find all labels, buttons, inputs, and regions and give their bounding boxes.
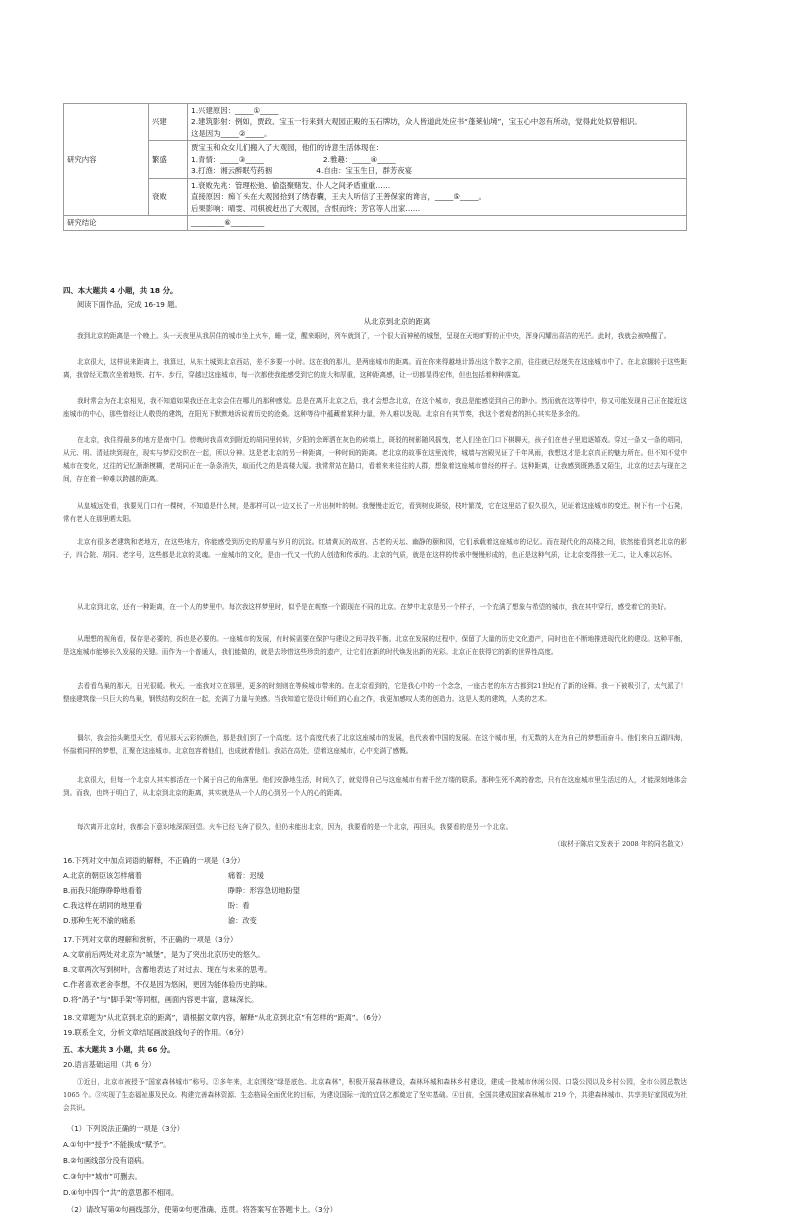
article-paragraph: 偶尔，我会抬头眺望天空，看见那天云彩的颜色，那是我们到了一个高度。这个高度代表了北京这座城市的发展，也代表着中国的发展。在这个城市里，有无数的人在为自己的梦想而奋斗。他们来自五湖四海，怀揣着同样的梦想，汇聚在这座城市。北京包容着他们，也成就着他们。我站在高处，望着这座城市，心中充满了感慨。	[63, 734, 687, 755]
q16-option-d	[63, 916, 257, 926]
sub1-option-d: D.④句中四个“共”的意思都不相同。	[63, 1188, 179, 1197]
option-gloss: 盼：看	[228, 901, 250, 910]
fansheng-line: 贾宝玉和众女儿们搬入了大观园，他们的诗意生活体现在：	[191, 143, 384, 153]
q16-option-c	[63, 901, 250, 911]
option-gloss: 渝：改变	[228, 916, 257, 925]
question-17: 17.下列对文章的理解和赏析，不正确的一项是（3分）	[63, 935, 238, 944]
q20-sub2: （2）请改写第②句画线部分，使第②句更准确、连贯。将答案写在答题卡上。（3分）	[67, 1205, 337, 1214]
q20-sub1: （1）下列说法正确的一项是（3分）	[67, 1124, 184, 1133]
q16-option-b	[63, 886, 300, 896]
article-paragraph: 北京很大，但每一个北京人其实都活在一个属于自己的角落里。他们安静地生活，时间久了，就觉得自己与这座城市有着千丝万缕的联系。那种生死不离的眷恋，只有在这座城市里生活过的人，才能深刻地体会到。而我，也终于明白了，从北京到北京的距离，其实就是从一个人的心到另一个人的心的距离。	[63, 776, 687, 797]
article-paragraph: 从北京到北京，还有一种距离，在一个人的梦里中。每次我这样梦里时，似乎是在观察一个跟现在不同的北京。在梦中北京是另一个样子，一个充满了想象与希望的城市，我在其中穿行，感受着它的美好。	[77, 603, 671, 611]
shuaibai-line: 1.衰败先兆：管理松弛、偷盗聚赌发、仆人之间矛盾重重……	[191, 180, 391, 190]
question-20: 20.语言基础运用（共 6 分）	[63, 1060, 156, 1069]
article-paragraph: 我到北京的距离是一个晚上。头一天夜里从我居住的城市坐上火车，睡一觉，醒来眼时，列车就到了，一个很大而神秘的城堡，呈现在天地旷野的正中央，浑身闪耀出喜洁的光芒。此时，我就会被唤醒了。	[77, 332, 671, 340]
question-18: 18.文章题为“从北京到北京的距离”，请根据文章内容，解释“从北京到北京”有怎样的“距离”。（6分）	[63, 1013, 386, 1022]
q16-option-a	[63, 871, 264, 881]
xingjian-line: 这是因为_____②_____。	[191, 128, 272, 138]
cell-fansheng	[188, 141, 687, 178]
article-paragraph: 从皇城远处看，我要见门口有一棵树，不知道是什么树，是那样可以一边又长了一片出树叶的树。我慢慢走近它，看到树皮斑驳，枝叶繁茂，它在这里站了很久很久，见证着这座城市的变迁。树下有一个石凳，常有老人在那里晒太阳。	[63, 502, 687, 523]
question-16: 16.下列对文中加点词语的解释，不正确的一项是（3分）	[63, 856, 245, 865]
xingjian-line: 2.建筑影射：例如，贾政、宝玉一行来到大观园正殿的玉石牌坊，众人皆道此处应书“蓬莱仙境”，宝玉心中忽有所动，觉得此处似曾相识。	[191, 117, 642, 127]
q17-option-b: B.文章两次写到树叶，含蓄地表达了对过去、现在与未来的思考。	[63, 965, 272, 974]
cell-xingjian	[188, 104, 687, 141]
section5-heading: 五、本大题共 3 小题，共 66 分。	[63, 1045, 175, 1054]
article-paragraph: 北京有很多老建筑和老地方，在这些地方，你能感受到历史的厚重与岁月的沉淀。红墙黄瓦的故宫、古老的天坛、幽静的颐和园，它们承载着这座城市的记忆。而在现代化的高楼之间，依然能看到老北京的影子，四合院、胡同、老字号，这些都是北京的灵魂。一座城市的文化，是由一代又一代的人创造和传承的。北京的气质，就是在这样的传承中慢慢形成的，也正是这种气质，让北京变得独一无二，让人难以忘怀。	[63, 538, 687, 559]
article-paragraph: 在北京，我住得最多的地方是南中门。傍晚时我喜欢到附近的胡同里转转，夕阳的余晖洒在灰色的砖墙上，斑驳的树影随风摇曳，老人们坐在门口下棋聊天，孩子们在巷子里追逐嬉戏。穿过一条又一条的胡同，从元、明、清延续到现在，现实与梦幻交织在一起，所以分神。这是老北京的另一种距离，一种时间的距离。老北京的故事在这里流传，城墙与宫殿见证了千年风雨，我想这才是北京真正的魅力所在。但不知不觉中城市在变化，过往的记忆渐渐模糊，老胡同正在一条条消失，取而代之的是高楼大厦。我常常站在路口，看着来来往往的人群，想象着这座城市曾经的样子。这种距离，让我感到既熟悉又陌生，北京的过去与现在之间，存在着一种难以跨越的距离。	[63, 436, 687, 483]
cell-conclusion: _________⑥_________	[188, 216, 687, 230]
q17-option-c: C.作者喜欢老舍李想，不仅是因为悠闲，更因为能体验历史韵味。	[63, 980, 272, 989]
xingjian-line: 1.兴建原因：_____①_____	[191, 106, 279, 115]
label-shuaibai: 衰败	[149, 178, 188, 215]
sub1-option-a: A.①句中“授予”不能换成“赋予”。	[63, 1140, 171, 1149]
article-source: （取材于陈启文发表于 2008 年的同名散文）	[553, 840, 687, 848]
option-gloss: 痛着：迟缓	[228, 871, 264, 880]
shuaibai-line: 后果影响：晴雯、司棋被赶出了大观园，含恨而终；芳官等人出家……	[191, 203, 421, 213]
section4-heading: 四、本大题共 4 小题，共 18 分。	[63, 286, 178, 295]
fansheng-line: 1.青情：_____③_____ 2.雅趣：_____④_____	[191, 154, 396, 164]
option-text: B.而我只能睁睁睁地看着	[63, 886, 143, 895]
research-table	[63, 103, 687, 231]
article-paragraph-final: 每次离开北京时，我都会下意识地深深回望。火车已经飞奔了很久，但仍未能出北京，因为，我要看的是一个北京，再回头，我要看的是另一个北京。	[77, 823, 513, 831]
article-paragraph: 我时常会为在北京相见，我不知道如果我还在北京会住在哪儿的那种感觉。总是在离开北京之后，我才会想念北京，在这个城市，我总是能感觉到自己的渺小。然而就在这等待中，你又可能发现自己正在接近这座城市的中心，那些曾经让人敬畏的建筑，在阳光下默默地诉说着历史的沧桑。这种等待中蕴藏着某种力量，外人难以发现。北京自有其节奏，我这个者观者的担心其实是多余的。	[63, 397, 687, 418]
row-label-research-content: 研究内容	[64, 104, 149, 216]
article-paragraph: 从理想的视角看，保存是必要的，拆也是必要的。一座城市的发展，有时候需要在保护与建设之间寻找平衡。北京在发展的过程中，保留了大量的历史文化遗产，同时也在不断地推进现代化的建设。这种平衡，是这座城市能够长久发展的关键。而作为一个普通人，我们能做的，就是去珍惜这些珍贵的遗产，让它们在新的时代焕发出新的光彩。北京正在获得它的新的世界性高度。	[63, 635, 687, 656]
fansheng-line: 3.打渔：湘云醉眠芍药裀 4.自由：宝玉生日，群芳夜宴	[191, 166, 413, 176]
option-text: D.那种生死不渝的痛系	[63, 916, 136, 925]
article-paragraph: 北京很大，这样说来距离上，我算过，从东土城到北京西站，差不多要一小时。这在我的那儿，是两座城市的距离。而在你来得越地计算出这个数字之前，往往就已经迷失在这座城市中了。在北京辗转于这些距离，我曾经无数次坐着地铁、打车、步行，穿越过这座城市，每一次都使我能感受到它的庞大和厚重，这种距离感，让一切都显得宏伟，但也包括着种种落寞。	[63, 358, 687, 379]
section4-instruction: 阅读下面作品，完成 16-19 题。	[77, 300, 182, 309]
label-fansheng: 繁盛	[149, 141, 188, 178]
option-text: A.北京的朝臣该怎样痛着	[63, 871, 142, 880]
sub1-option-c: C.③句中“城市”可删去。	[63, 1172, 142, 1181]
q17-option-d: D.将“鸽子”与“脚手架”等同框，画面内容更丰富，意味深长。	[63, 995, 259, 1004]
question-19: 19.联系全文，分析文章结尾画波浪线句子的作用。（6分）	[63, 1028, 248, 1037]
label-xingjian: 兴建	[149, 104, 188, 141]
row-label-conclusion: 研究结论	[64, 216, 188, 230]
q17-option-a: A.文章前后两处对北京为“城堡”，是为了突出北京历史的悠久。	[63, 950, 265, 959]
option-gloss: 睁睁：形容急切地盼望	[228, 886, 300, 895]
article-title: 从北京到北京的距离	[363, 317, 431, 326]
article-paragraph: 去看看鸟巢的那天，日光很暖。秋天，一座我对立在那里，更多的时刻则在等候城市带来的。在北京看到的，它是我心中的一个念念，一座古老的东方古都到21世纪有了新的诠释。我一下被吸引了，太气派了！整座建筑像一只巨大的鸟巢，钢铁结构交织在一起，充满了力量与美感。当我知道它是设计师们的心血之作，我更加感叹人类的创造力。这是人类的建筑，人类的艺术。	[63, 682, 687, 703]
sub1-option-b: B.②句画线部分没有语病。	[63, 1156, 149, 1165]
shuaibai-line: 直接原因：痴丫头在大观园拾到了绣春囊，王夫人听信了王善保家的谗言，_____⑤_____。	[191, 192, 486, 202]
q20-paragraph: ①近日，北京市被授予“国家森林城市”称号。②多年来，北京围绕“绿是底色、北京森林”，积极开展森林建设，森林环城和森林乡村建设，建成一批城市休闲公园、口袋公园以及乡村公园，全市公园总数达 1065 个。③实现了生态福祉惠及民众。构建完善森林资源、生态格局全面优化的目标，为建设国际一流的宜居之都奠定了坚实基础。④目前，全国共建成国家森林城市 219 个，共建森林城市、共享美好家园成为社会共识。	[63, 1078, 687, 1112]
cell-shuaibai	[188, 178, 687, 215]
option-text: C.我这样在胡同的地里看	[63, 901, 143, 910]
